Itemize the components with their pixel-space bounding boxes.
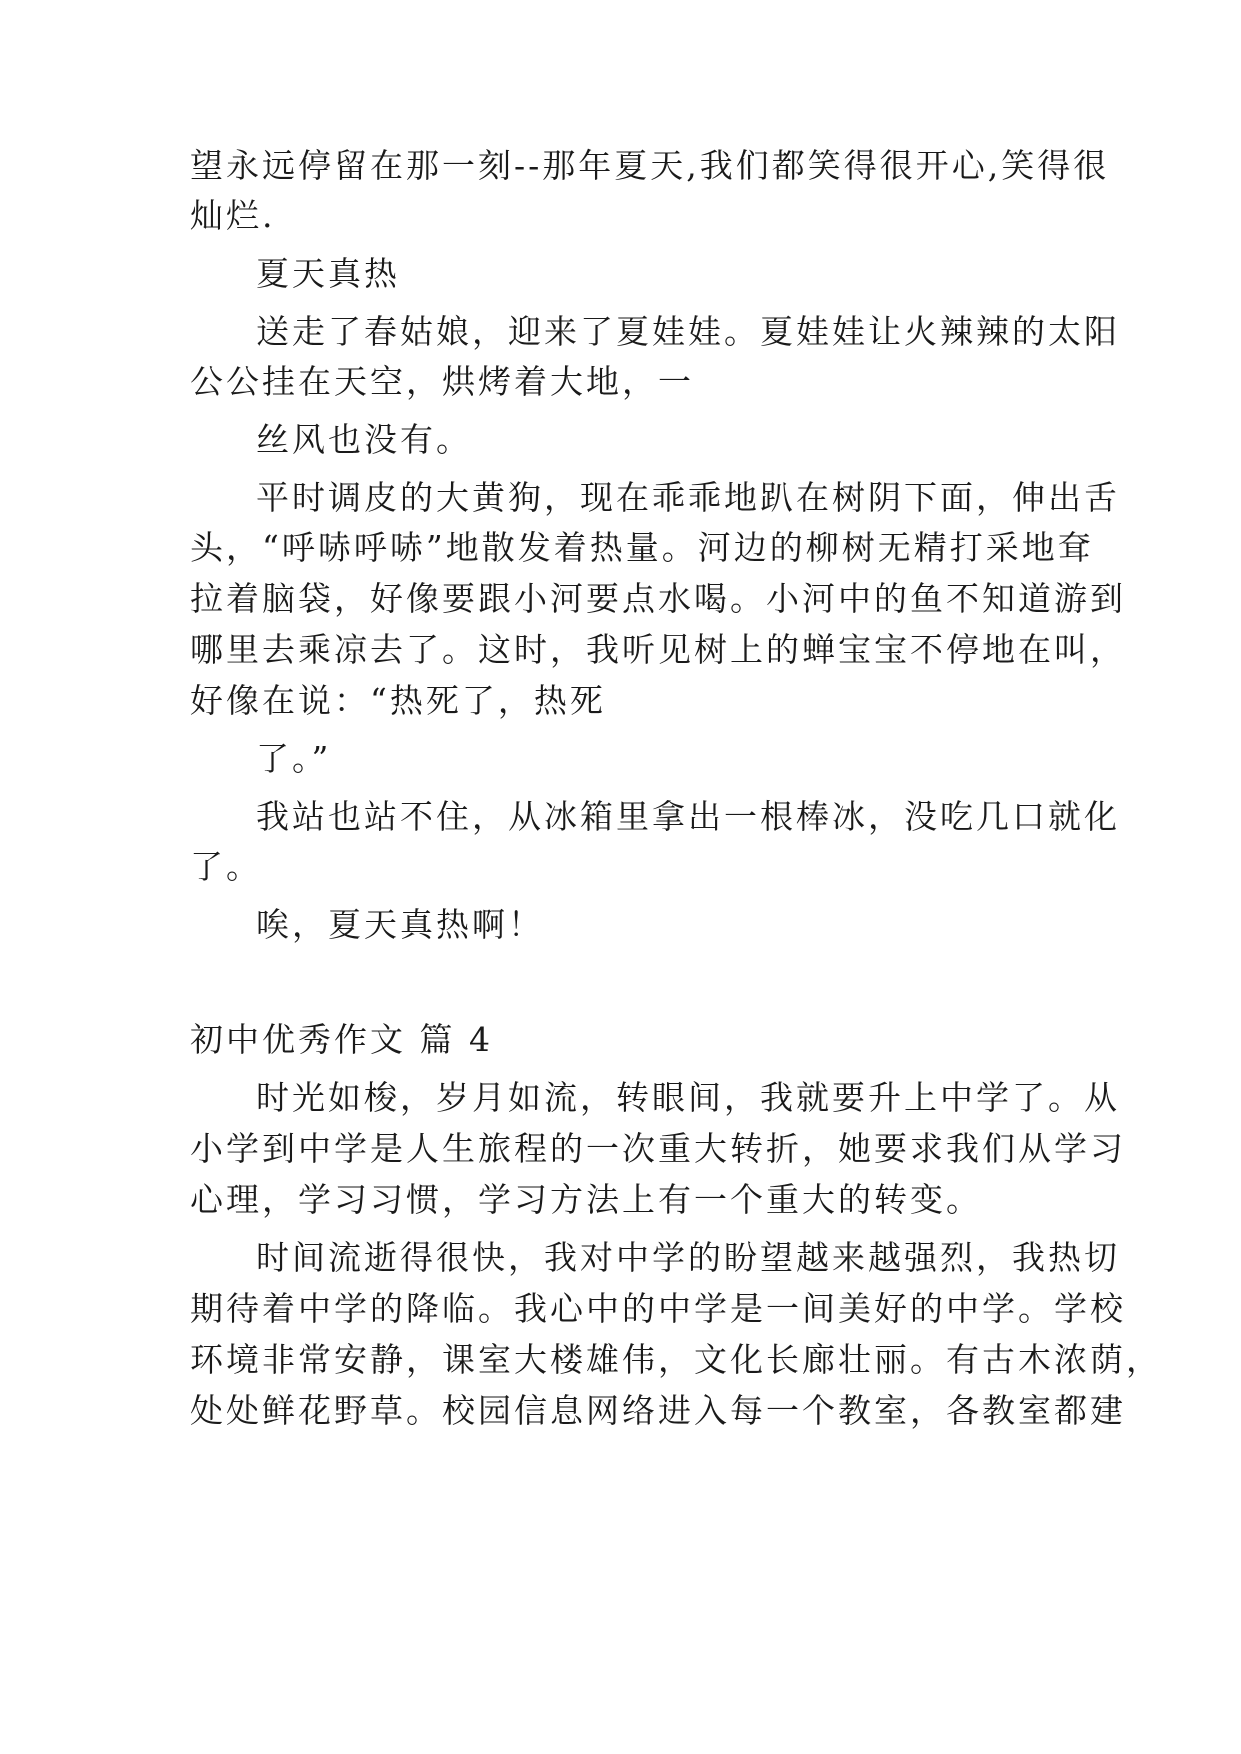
text-line: 了。 <box>190 847 262 886</box>
text-line: 环境非常安静，课室大楼雄伟，文化长廊壮丽。有古木浓荫， <box>190 1340 1162 1379</box>
text-line: 丝风也没有。 <box>256 420 472 459</box>
text-line: 头，“呼哧呼哧”地散发着热量。河边的柳树无精打采地耷 <box>190 528 1094 567</box>
text-line: 期待着中学的降临。我心中的中学是一间美好的中学。学校 <box>190 1289 1126 1328</box>
text-line: 时间流逝得很快，我对中学的盼望越来越强烈，我热切 <box>256 1238 1120 1277</box>
text-line: 处处鲜花野草。校园信息网络进入每一个教室，各教室都建 <box>190 1391 1126 1430</box>
text-line: 望永远停留在那一刻--那年夏天,我们都笑得很开心,笑得很 <box>190 146 1110 185</box>
text-line: 公公挂在天空，烘烤着大地，一 <box>190 362 694 401</box>
text-line: 了。” <box>256 739 332 778</box>
text-line: 平时调皮的大黄狗，现在乖乖地趴在树阴下面，伸出舌 <box>256 478 1120 517</box>
text-line: 拉着脑袋，好像要跟小河要点水喝。小河中的鱼不知道游到 <box>190 579 1126 618</box>
text-line: 好像在说：“热死了，热死 <box>190 681 606 720</box>
text-line: 时光如梭，岁月如流，转眼间，我就要升上中学了。从 <box>256 1078 1120 1117</box>
section-heading: 夏天真热 <box>256 254 400 293</box>
text-line: 送走了春姑娘，迎来了夏娃娃。夏娃娃让火辣辣的太阳 <box>256 312 1120 351</box>
text-line: 哪里去乘凉去了。这时，我听见树上的蝉宝宝不停地在叫， <box>190 630 1126 669</box>
text-line: 心理，学习习惯，学习方法上有一个重大的转变。 <box>190 1180 982 1219</box>
essay-heading: 初中优秀作文 篇 4 <box>190 1020 493 1059</box>
text-line: 唉，夏天真热啊！ <box>256 905 544 944</box>
text-line: 小学到中学是人生旅程的一次重大转折，她要求我们从学习 <box>190 1129 1126 1168</box>
text-line: 灿烂. <box>190 196 276 235</box>
text-line: 我站也站不住，从冰箱里拿出一根棒冰，没吃几口就化 <box>256 797 1120 836</box>
